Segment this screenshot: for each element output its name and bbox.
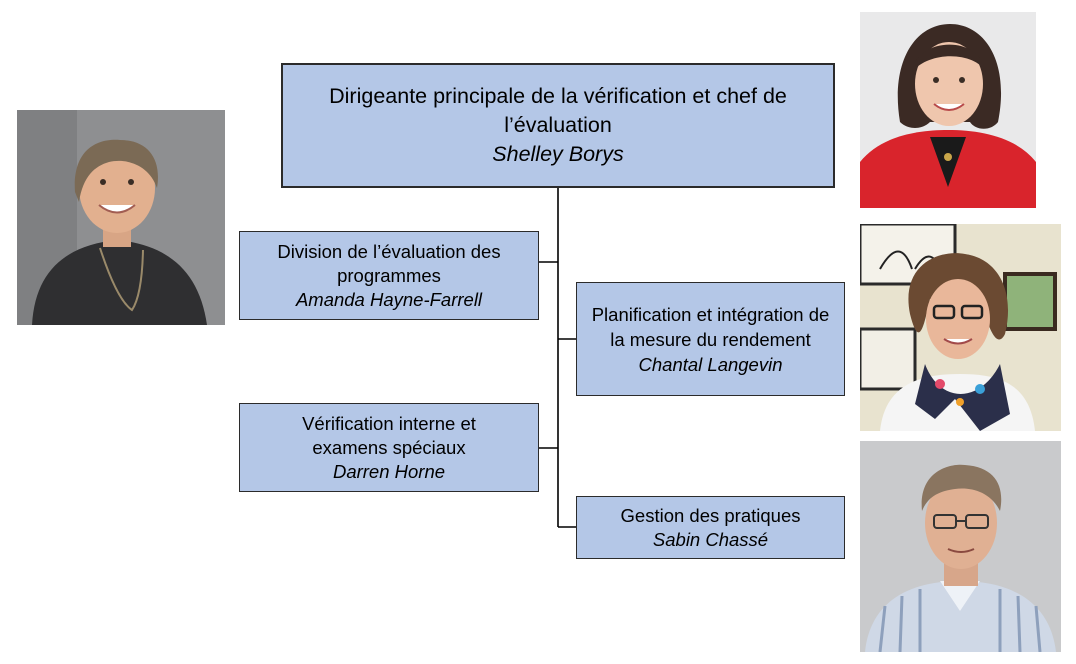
unit-box-planification xyxy=(576,282,845,396)
unit-name: Amanda Hayne-Farrell xyxy=(295,288,483,310)
unit-box-evaluation xyxy=(239,231,539,320)
portrait-woman-red-jacket-photo xyxy=(860,12,1036,208)
unit-title: Division de l’évaluation des programmes xyxy=(277,240,501,286)
portrait-woman-glasses-scarf-photo xyxy=(860,224,1061,431)
portrait-man-glasses-photo xyxy=(860,441,1061,652)
unit-title: Gestion des pratiques xyxy=(620,504,801,526)
director-title: Dirigeante principale de la vérification et chef de l’évaluation xyxy=(329,84,787,137)
unit-box-verification xyxy=(239,403,539,492)
director-name: Shelley Borys xyxy=(492,142,624,166)
unit-title: Planification et intégration de la mesure du rendement xyxy=(591,303,830,350)
portrait-woman-short-hair-photo xyxy=(17,110,225,325)
unit-title: Vérification interne et examens spéciaux xyxy=(302,412,476,458)
unit-name: Sabin Chassé xyxy=(652,528,769,550)
director-box xyxy=(281,63,835,188)
unit-name: Chantal Langevin xyxy=(638,353,783,375)
unit-name: Darren Horne xyxy=(332,460,446,482)
unit-box-gestion xyxy=(576,496,845,559)
